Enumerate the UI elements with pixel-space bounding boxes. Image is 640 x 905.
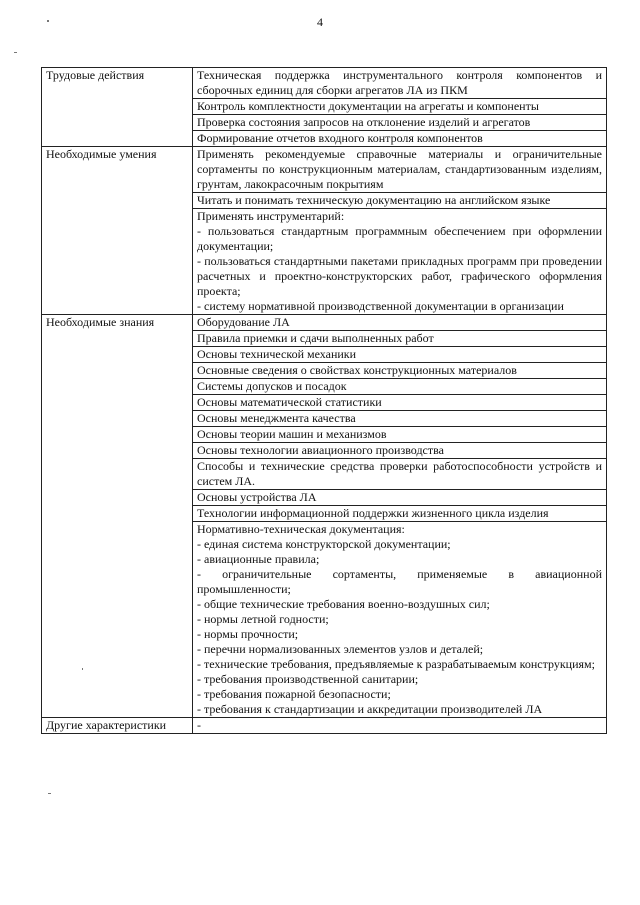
knowledge-line: - перечни нормализованных элементов узлов и деталей; <box>197 642 484 656</box>
knowledge-line: - требования к стандартизации и аккредитации производителей ЛА <box>197 702 543 716</box>
knowledge-item: Основы устройства ЛА <box>193 490 607 506</box>
knowledge-line: - требования производственной санитарии; <box>197 672 419 686</box>
table-row <box>42 315 607 331</box>
scan-speck <box>14 52 17 53</box>
knowledge-line: - общие технические требования военно-воздушных сил; <box>197 597 490 611</box>
knowledge-item: Основы теории машин и механизмов <box>193 427 607 443</box>
knowledge-item: Системы допусков и посадок <box>193 379 607 395</box>
table-row <box>42 68 607 99</box>
knowledge-item: Способы и технические средства проверки работоспособности устройств и систем ЛА. <box>193 459 607 490</box>
knowledge-item: Основы технической механики <box>193 347 607 363</box>
knowledge-line: - требования пожарной безопасности; <box>197 687 391 701</box>
page-number: 4 <box>317 15 323 29</box>
labor-action-item: Техническая поддержка инструментального контроля компонентов и сборочных единиц для сборки агрегатов ЛА из ПКМ <box>193 68 607 99</box>
knowledge-line: - ограничительные сортаменты, применяемые в авиационной промышленности; <box>197 567 602 596</box>
knowledge-line: - авиационные правила; <box>197 552 320 566</box>
labor-action-item: Контроль комплектности документации на агрегаты и компоненты <box>193 99 607 115</box>
skill-line: - систему нормативной производственной документации в организации <box>197 299 564 313</box>
section-label-other-characteristics: Другие характеристики <box>42 718 193 734</box>
knowledge-line: - нормы летной годности; <box>197 612 329 626</box>
labor-action-item: Проверка состояния запросов на отклонение изделий и агрегатов <box>193 115 607 131</box>
table-row <box>42 147 607 193</box>
skill-line: - пользоваться стандартными пакетами прикладных программ при проведении расчетных и проектно-конструкторских работ, графического оформления проекта; <box>197 254 602 298</box>
knowledge-line: Нормативно-техническая документация: <box>197 522 405 536</box>
knowledge-item: Основные сведения о свойствах конструкционных материалов <box>193 363 607 379</box>
knowledge-line: - технические требования, предъявляемые к разрабатываемым конструкциям; <box>197 657 595 671</box>
knowledge-item: Основы технологии авиационного производства <box>193 443 607 459</box>
table-row <box>42 718 607 734</box>
competency-table <box>41 67 607 734</box>
scan-speck <box>48 793 51 794</box>
knowledge-line: - нормы прочности; <box>197 627 299 641</box>
normative-docs-cell <box>193 522 607 718</box>
skill-item: Применять рекомендуемые справочные материалы и ограничительные сортаменты по конструкционным материалам, стандартизованным изделиям, грунтам, лакокрасочным покрытиям <box>193 147 607 193</box>
section-label-required-knowledge: Необходимые знания <box>42 315 193 718</box>
section-label-labor-actions: Трудовые действия <box>42 68 193 147</box>
knowledge-item: Основы менеджмента качества <box>193 411 607 427</box>
knowledge-item: Оборудование ЛА <box>193 315 607 331</box>
skill-line: Применять инструментарий: <box>197 209 345 223</box>
knowledge-item: Основы математической статистики <box>193 395 607 411</box>
skill-item: Читать и понимать техническую документацию на английском языке <box>193 193 607 209</box>
labor-action-item: Формирование отчетов входного контроля компонентов <box>193 131 607 147</box>
section-label-required-skills: Необходимые умения <box>42 147 193 315</box>
skill-tools-cell <box>193 209 607 315</box>
knowledge-line: - единая система конструкторской документации; <box>197 537 451 551</box>
scan-speck <box>47 20 49 22</box>
other-characteristics-value: - <box>193 718 607 734</box>
knowledge-item: Технологии информационной поддержки жизненного цикла изделия <box>193 506 607 522</box>
knowledge-item: Правила приемки и сдачи выполненных работ <box>193 331 607 347</box>
skill-line: - пользоваться стандартным программным обеспечением при оформлении документации; <box>197 224 602 253</box>
